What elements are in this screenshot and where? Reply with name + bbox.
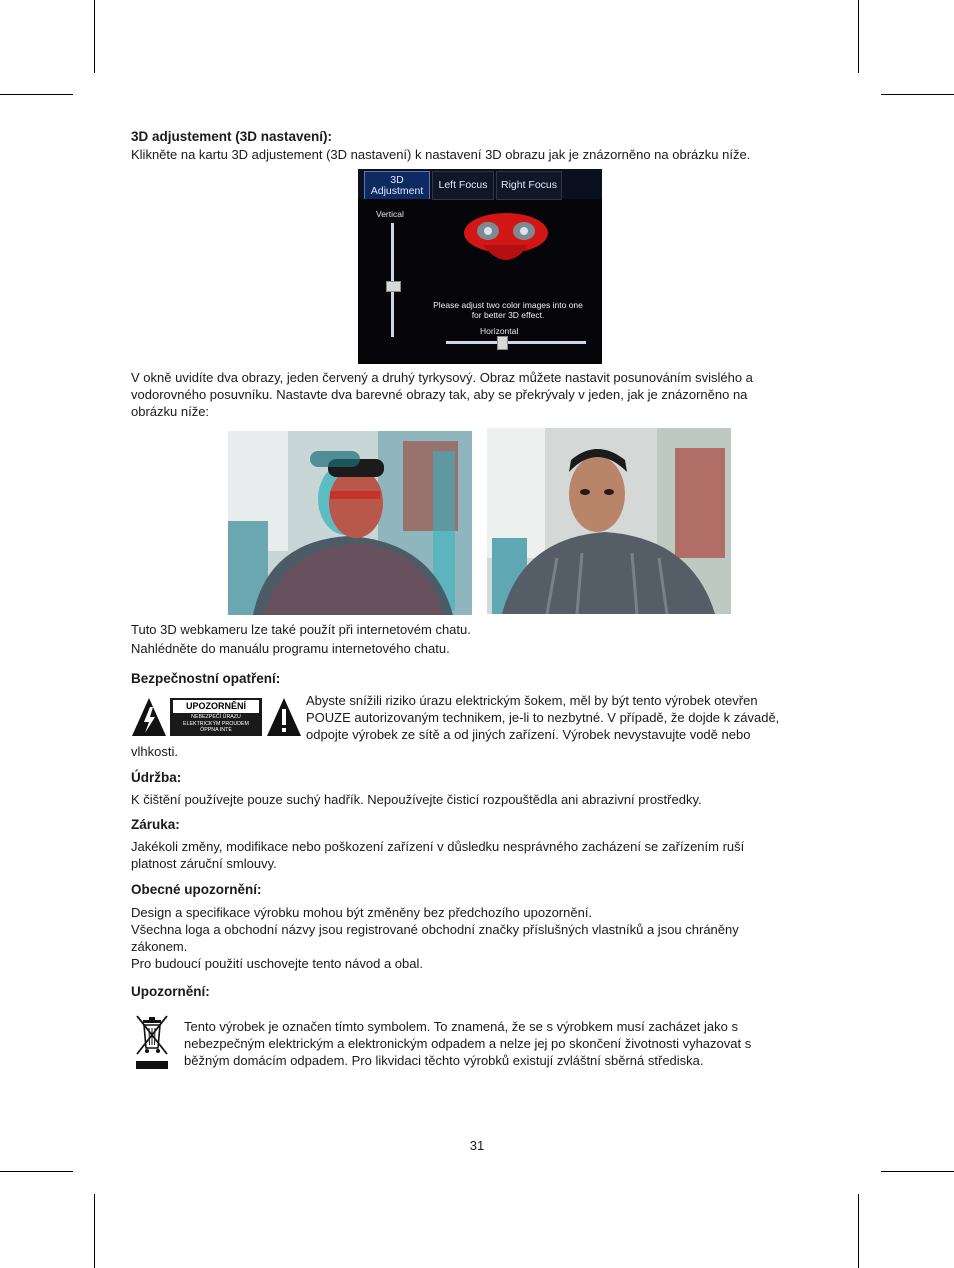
aligned-photo (487, 428, 731, 614)
horizontal-slider-track[interactable] (446, 341, 586, 344)
text-line: Pro budoucí použití uschovejte tento návod a obal. (131, 956, 423, 971)
horizontal-label: Horizontal (480, 326, 519, 336)
crop-mark (858, 1194, 859, 1268)
section-heading-notice: Upozornění: (131, 984, 210, 999)
tab-left-focus[interactable] (432, 171, 494, 200)
text-line: Tento výrobek je označen tímto symbolem. To znamená, že se s výrobkem musí zacházet jako s (184, 1019, 738, 1034)
crop-mark (94, 1194, 95, 1268)
warning-label-small (172, 714, 260, 734)
text-line: Abyste snížili riziko úrazu elektrickým šokem, měl by být tento výrobek otevřen (306, 693, 758, 708)
text-line: běžným domácím odpadem. Pro likvidaci těchto výrobků existují zvláštní sběrná střediska. (184, 1053, 704, 1068)
tab-right-focus[interactable] (496, 171, 562, 200)
text-line: platnost záruční smlouvy. (131, 856, 277, 871)
exclamation-warning-icon (266, 697, 302, 737)
section-heading-maintenance: Údržba: (131, 770, 182, 785)
body-paragraph (131, 369, 831, 420)
message-line: for better 3D effect. (471, 310, 545, 320)
lightning-warning-icon (131, 697, 167, 737)
crop-mark (881, 1171, 954, 1172)
section-heading-warranty: Záruka: (131, 817, 180, 832)
page-number: 31 (469, 1138, 485, 1153)
instruction-message (418, 300, 598, 320)
warning-small-line: ÓPPNA INTE (200, 727, 232, 734)
horizontal-slider-thumb[interactable] (497, 336, 508, 350)
warning-label-title: UPOZORNĚNÍ (173, 700, 259, 713)
3d-mask-icon (461, 209, 551, 279)
tab-label: 3D (390, 174, 404, 186)
text-line: Jakékoli změny, modifikace nebo poškození zařízení v důsledku nesprávného zacházení se zařízením ruší (131, 839, 745, 854)
text-line: vodorovného posuvníku. Nastavte dva barevné obrazy tak, aby se překrývaly v jeden, jak je znázorněno na (131, 387, 748, 402)
warning-small-line: ELEKTRICKÝM PROUDEM (183, 720, 249, 727)
text-line: obrázku níže: (131, 404, 210, 419)
section-heading-3d: 3D adjustement (3D nastavení): (131, 129, 333, 144)
text-line: nebezpečným elektrickým a elektronickým odpadem a nelze jej po skončení životnosti vyhazovat s (184, 1036, 752, 1051)
text-line: odpojte výrobek ze sítě a od jiných zařízení. Výrobek nevystavujte vodě nebo (306, 727, 751, 742)
safety-text (306, 692, 826, 743)
vertical-slider-thumb[interactable] (386, 281, 401, 292)
section-heading-general: Obecné upozornění: (131, 882, 262, 897)
safety-text-tail: vlhkosti. (131, 744, 178, 759)
tab-3d-adjustment[interactable] (364, 171, 430, 199)
text-line: V okně uvidíte dva obrazy, jeden červený a druhý tyrkysový. Obraz můžete nastavit posunováním svislého a (131, 370, 753, 385)
crop-mark (0, 1171, 73, 1172)
maintenance-text: K čištění používejte pouze suchý hadřík. Nepoužívejte čisticí rozpouštědla ani abrazivní prostředky. (131, 792, 702, 807)
warning-small-line: NEBEZPEČÍ ÚRAZU (191, 714, 241, 720)
chat-line-1: Tuto 3D webkameru lze také použít při internetovém chatu. (131, 622, 471, 637)
text-line: Design a specifikace výrobku mohou být změněny bez předchozího upozornění. (131, 905, 593, 920)
crop-mark (881, 94, 954, 95)
tab-label: Left Focus (438, 179, 488, 191)
section-heading-safety: Bezpečnostní opatření: (131, 671, 281, 686)
text-line: zákonem. (131, 939, 188, 954)
warning-label-box (170, 698, 262, 736)
crop-mark (858, 0, 859, 73)
notice-text (184, 1018, 834, 1069)
text-line: Všechna loga a obchodní názvy jsou registrované obchodní značky příslušných vlastníků a jsou chráněny (131, 922, 739, 937)
tab-label: Adjustment (370, 185, 424, 197)
crop-mark (0, 94, 73, 95)
ui-screenshot (358, 169, 602, 364)
text-line: POUZE autorizovaným technikem, je-li to nezbytné. V případě, že dojde k závadě, (306, 710, 780, 725)
general-text (131, 904, 831, 972)
intro-text: Klikněte na kartu 3D adjustement (3D nastavení) k nastavení 3D obrazu jak je znázorněno na obrázku níže. (131, 147, 751, 162)
crop-mark (94, 0, 95, 73)
chat-line-2: Nahlédněte do manuálu programu internetového chatu. (131, 641, 450, 656)
message-line: Please adjust two color images into one (433, 300, 583, 310)
warranty-text (131, 838, 831, 872)
anaglyph-photo-misaligned (228, 431, 472, 615)
weee-crossed-bin-icon (134, 1014, 170, 1070)
tab-label: Right Focus (500, 179, 558, 191)
vertical-label: Vertical (376, 209, 404, 219)
